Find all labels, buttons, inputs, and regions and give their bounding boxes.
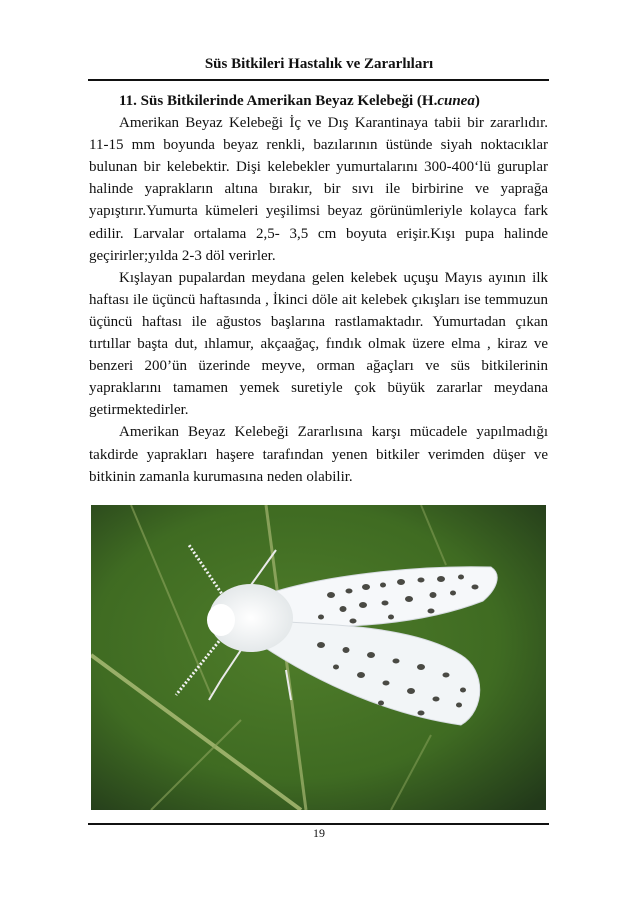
section-title-end: )	[474, 93, 480, 109]
header-rule	[88, 79, 549, 81]
paragraph-3: Amerikan Beyaz Kelebeği Zararlısına karşı mücadele yapılmadığı takdirde yaprakları haşere tarafından yenen bitkiler verimden düşer ve bitkinin zamanla kurumasına neden olabilir.	[89, 424, 548, 485]
moth-photo	[91, 505, 546, 810]
page-number: 19	[313, 826, 325, 840]
paragraph-2: Kışlayan pupalardan meydana gelen kelebek uçuşu Mayıs ayının ilk haftası ile üçüncü haftasında , İkinci döle ait kelebek çıkışları ise temmuzun üçüncü haftası ile ağustos başlarına rastlamaktadır. Yumurtadan çıkan tırtıllar başta dut, ıhlamur, akçaağaç, fındık olmak üzere elma , kiraz ve benzeri 200’ün üzerinde meyve, orman ağaçları ve süs bitkilerinin yapraklarını tamamen yemek suretiyle çok büyük zararlar meydana getirmektedirler.	[89, 269, 548, 419]
section-title	[89, 90, 548, 112]
section-title-text: 11. Süs Bitkilerinde Amerikan Beyaz Kelebeği (H.	[119, 93, 438, 109]
page-body	[89, 90, 548, 488]
moth-head	[207, 604, 235, 636]
running-header: Süs Bitkileri Hastalık ve Zararlıları	[204, 56, 434, 72]
paragraph-1: Amerikan Beyaz Kelebeği İç ve Dış Karantinaya tabii bir zararlıdır. 11-15 mm boyunda beyaz renkli, bazılarının üstünde siyah noktacıklar bulunan bir kelebektir. Dişi kelebekler yumurtalarını 300-400‘lü guruplar halinde yaprakların altına bırakır, bir sıvı ile birbirine ve yaprağa yapıştırır.Yumurta kümeleri yeşilimsi beyaz görünümleriyle kolayca fark edilir. Larvalar ortalama 2,5- 3,5 cm boyuta erişir.Kışı pupa halinde geçirirler;yılda 2-3 döl verirler.	[89, 115, 548, 264]
moth-illustration	[91, 505, 546, 810]
section-title-species: cunea	[437, 93, 475, 109]
footer-rule	[88, 823, 549, 825]
